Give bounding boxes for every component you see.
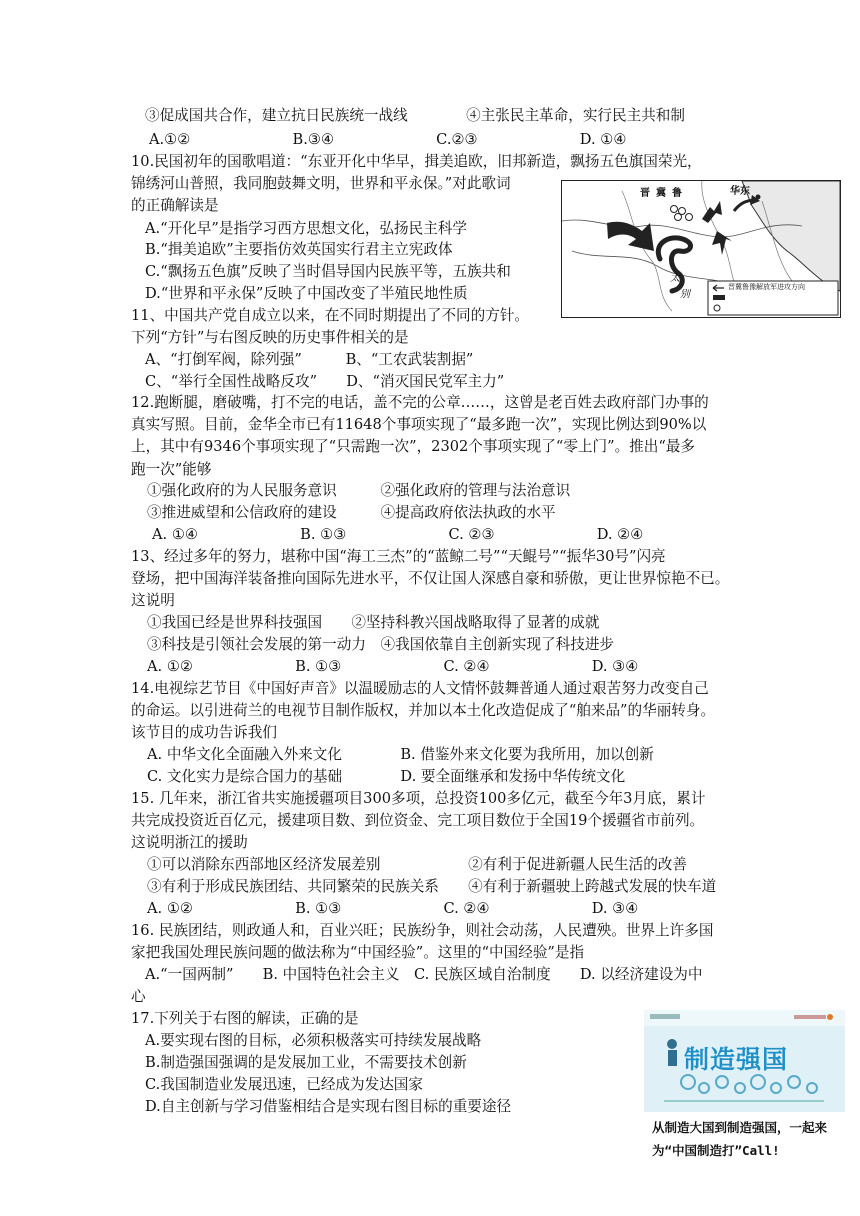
question-10-option-c: C.“飘扬五色旗”反映了当时倡导国内民族平等，五族共和 [145,263,511,280]
manufacturing-poster [644,1010,845,1112]
question-10-stem: 10.民国初年的国歌唱道：“东亚开化中华早，揖美追欧，旧邦新造，飘扬五色旗国荣光， [131,153,702,170]
question-16-options: 心 [131,988,146,1005]
question-12-statements: ③推进威望和公信政府的建设 ④提高政府依法执政的水平 [147,504,556,521]
poster-caption: 从制造大国到制造强国，一起来 [652,1120,828,1135]
question-17-option-a: A.要实现右图的目标，必须积极落实可持续发展战略 [145,1032,482,1049]
question-15-stem: 15. 几年来，浙江省共实施援疆项目300多项，总投资100多亿元，截至今年3月底，累计 [131,790,706,807]
question-14-options: C. 文化实力是综合国力的基础 D. 要全面继承和发扬中华传统文化 [147,768,626,785]
question-11-stem: 11、中国共产党自成立以来，在不同时期提出了不同的方针。 [131,307,530,324]
answer-choices-9: A.①② B.③④ C.②③ D. ①④ [149,131,627,148]
historical-map-figure [561,180,841,318]
map-legend-text: 晋冀鲁豫解放军进攻方向 [728,283,805,291]
question-12-stem: 上，其中有9346个事项实现了“只需跑一次”，2302个事项实现了“零上门”。推出“最多 [131,438,695,455]
question-13-statements: ①我国已经是世界科技强国 ②坚持科教兴国战略取得了显著的成就 [147,614,600,631]
question-12-stem: 12.跑断腿，磨破嘴，打不完的电话，盖不完的公章……，这曾是老百姓去政府部门办事的 [131,394,709,411]
question-16-stem: 16. 民族团结，则政通人和，百业兴旺；民族纷争，则社会动荡，人民遭殃。世界上许多国 [131,922,714,939]
question-17-option-c: C.我国制造业发展迅速，已经成为发达国家 [145,1076,423,1093]
question-17-option-d: D.自主创新与学习借鉴相结合是实现右图目标的重要途径 [145,1098,512,1115]
question-15-statements: ①可以消除东西部地区经济发展差别 ②有利于促进新疆人民生活的改善 [147,856,687,873]
poster-caption: 为“中国制造打”Call! [652,1143,780,1158]
question-10-option-d: D.“世界和平永保”反映了中国改变了半殖民地性质 [145,285,468,302]
question-12-choices: A. ①④ B. ①③ C. ②③ D. ②④ [152,526,644,543]
option-line-3-4: ③促成国共合作，建立抗日民族统一战线 ④主张民主革命，实行民主共和制 [145,107,685,124]
question-11-stem: 下列“方针”与右图反映的历史事件相关的是 [131,329,409,346]
map-label-ji: 冀 [656,188,666,199]
question-10-option-b: B.“揖美追欧”主要指仿效英国实行君主立宪政体 [145,241,453,258]
question-14-options: A. 中华文化全面融入外来文化 B. 借鉴外来文化要为我所用，加以创新 [147,746,654,763]
question-12-statements: ①强化政府的为人民服务意识 ②强化政府的管理与法治意识 [147,482,571,499]
poster-title: 制造强国 [684,1045,789,1074]
question-13-stem: 登场，把中国海洋装备推向国际先进水平，不仅让国人深感自豪和骄傲，更让世界惊艳不已。 [131,570,730,587]
question-10-stem: 的正确解读是 [131,197,219,214]
question-14-stem: 14.电视综艺节目《中国好声音》以温暖励志的人文情怀鼓舞普通人通过艰苦努力改变自己 [131,680,709,697]
map-label-jin: 晋 [640,188,650,199]
question-13-stem: 这说明 [131,592,175,609]
question-14-stem: 该节目的成功告诉我们 [131,724,277,741]
question-17-option-b: B.制造强国强调的是发展加工业，不需要技术创新 [145,1054,467,1071]
question-11-options: A、“打倒军阀，除列强” B、“工农武装割据” [145,351,474,368]
question-14-stem: 的命运。以引进荷兰的电视节目制作版权，并加以本土化改造促成了“舶来品”的华丽转身。 [131,702,716,719]
map-label-tai: 太 [670,273,680,284]
map-label-bie: 别 [680,289,690,300]
map-label-lu: 鲁 [672,188,682,199]
question-10-stem: 锦绣河山普照，我同胞鼓舞文明，世界和平永保。”对此歌词 [131,175,511,192]
question-10-option-a: A.“开化早”是指学习西方思想文化，弘扬民主科学 [145,220,467,237]
question-17-stem: 17.下列关于右图的解读，正确的是 [131,1010,359,1027]
question-13-choices: A. ①② B. ①③ C. ②④ D. ③④ [147,658,639,675]
question-13-stem: 13、经过多年的努力，堪称中国“海工三杰”的“蓝鲸二号”“天鲲号”“振华30号”闪亮 [131,548,666,565]
question-12-stem: 真实写照。目前，金华全市已有11648个事项实现了“最多跑一次”，实现比例达到90%以 [131,416,707,433]
question-15-statements: ③有利于形成民族团结、共同繁荣的民族关系 ④有利于新疆驶上跨越式发展的快车道 [147,878,717,895]
question-13-statements: ③科技是引领社会发展的第一动力 ④我国依靠自主创新实现了科技进步 [147,636,615,653]
map-drawing [562,181,840,317]
question-16-options: A.“一国两制” B. 中国特色社会主义 C. 民族区域自治制度 D. 以经济建设为中 [145,966,703,983]
question-15-stem: 共完成投资近百亿元，援建项目数、到位资金、完工项目数位于全国19个援疆省市前列。 [131,812,705,829]
map-label-huadong: 华东 [730,186,750,197]
question-12-stem: 跑一次”能够 [131,461,212,478]
question-11-options: C、“举行全国性战略反攻” D、“消灭国民党军主力” [145,373,505,390]
question-15-stem: 这说明浙江的援助 [131,834,248,851]
question-15-choices: A. ①② B. ①③ C. ②④ D. ③④ [147,900,639,917]
question-16-stem: 家把我国处理民族问题的做法称为“中国经验”。这里的“中国经验”是指 [131,944,585,961]
